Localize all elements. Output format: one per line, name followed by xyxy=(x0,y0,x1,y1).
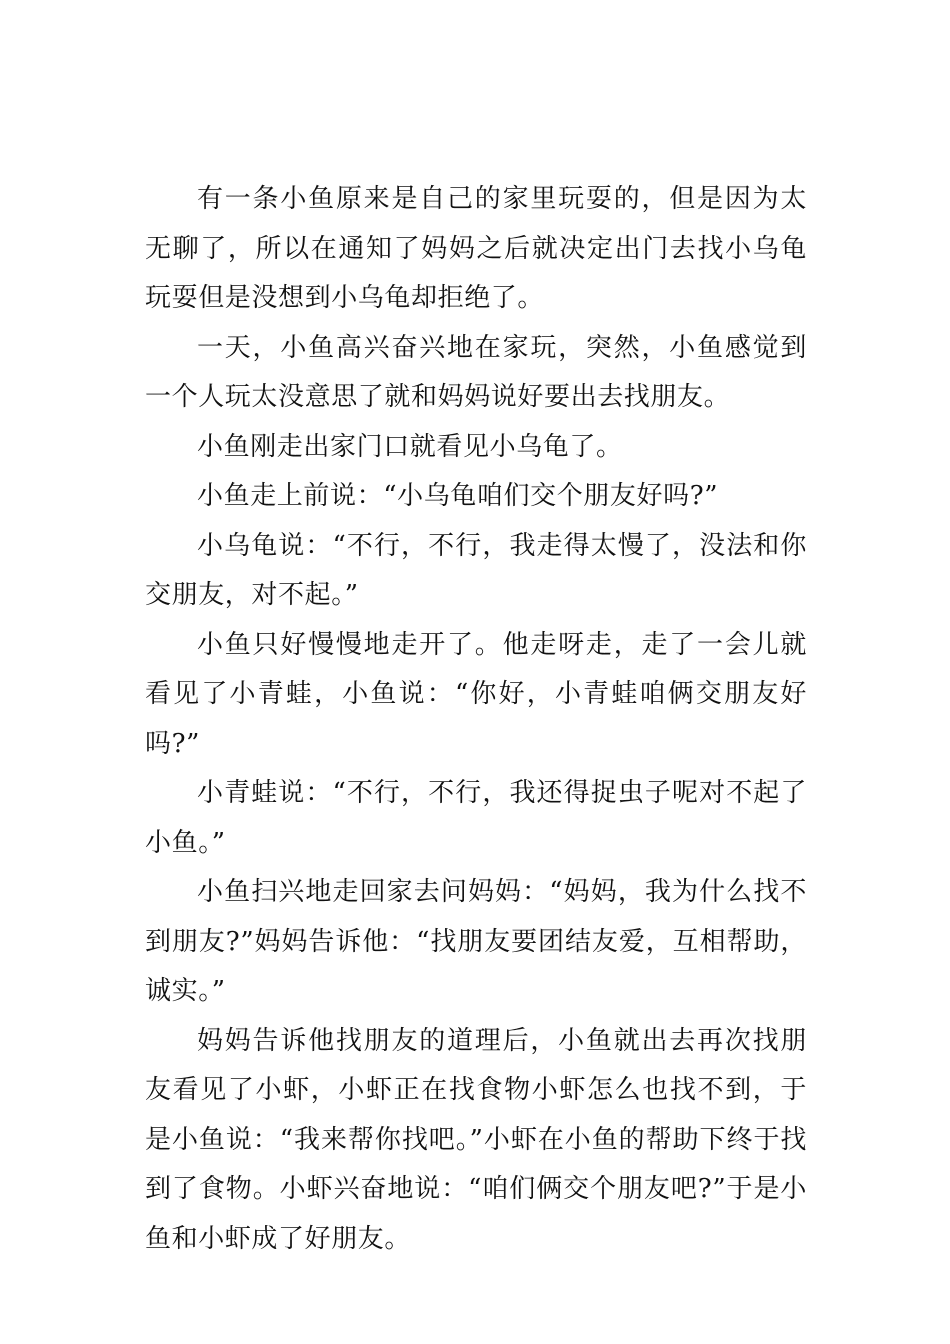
paragraph-7: 小青蛙说：“不行，不行，我还得捉虫子呢对不起了小鱼。” xyxy=(145,778,807,858)
paragraph-2: 一天，小鱼高兴奋兴地在家玩，突然，小鱼感觉到一个人玩太没意思了就和妈妈说好要出去找朋友。 xyxy=(145,332,807,412)
paragraph-1: 有一条小鱼原来是自己的家里玩耍的，但是因为太无聊了，所以在通知了妈妈之后就决定出门去找小乌龟玩耍但是没想到小乌龟却拒绝了。 xyxy=(145,184,807,313)
story-body xyxy=(145,175,807,1264)
paragraph-3: 小鱼刚走出家门口就看见小乌龟了。 xyxy=(197,431,623,462)
paragraph-8: 小鱼扫兴地走回家去问妈妈：“妈妈，我为什么找不到朋友?”妈妈告诉他：“找朋友要团结友爱，互相帮助，诚实。” xyxy=(145,877,807,1006)
paragraph-4: 小鱼走上前说：“小乌龟咱们交个朋友好吗?” xyxy=(197,481,719,511)
paragraph-9: 妈妈告诉他找朋友的道理后，小鱼就出去再次找朋友看见了小虾，小虾正在找食物小虾怎么也找不到，于是小鱼说：“我来帮你找吧。”小虾在小鱼的帮助下终于找到了食物。小虾兴奋地说：“咱们俩交个朋友吧?”于是小鱼和小虾成了好朋友。 xyxy=(145,1025,807,1254)
paragraph-5: 小乌龟说：“不行，不行，我走得太慢了，没法和你交朋友，对不起。” xyxy=(145,530,807,610)
paragraph-6: 小鱼只好慢慢地走开了。他走呀走，走了一会儿就看见了小青蛙，小鱼说：“你好，小青蛙咱俩交朋友好吗?” xyxy=(145,629,807,759)
